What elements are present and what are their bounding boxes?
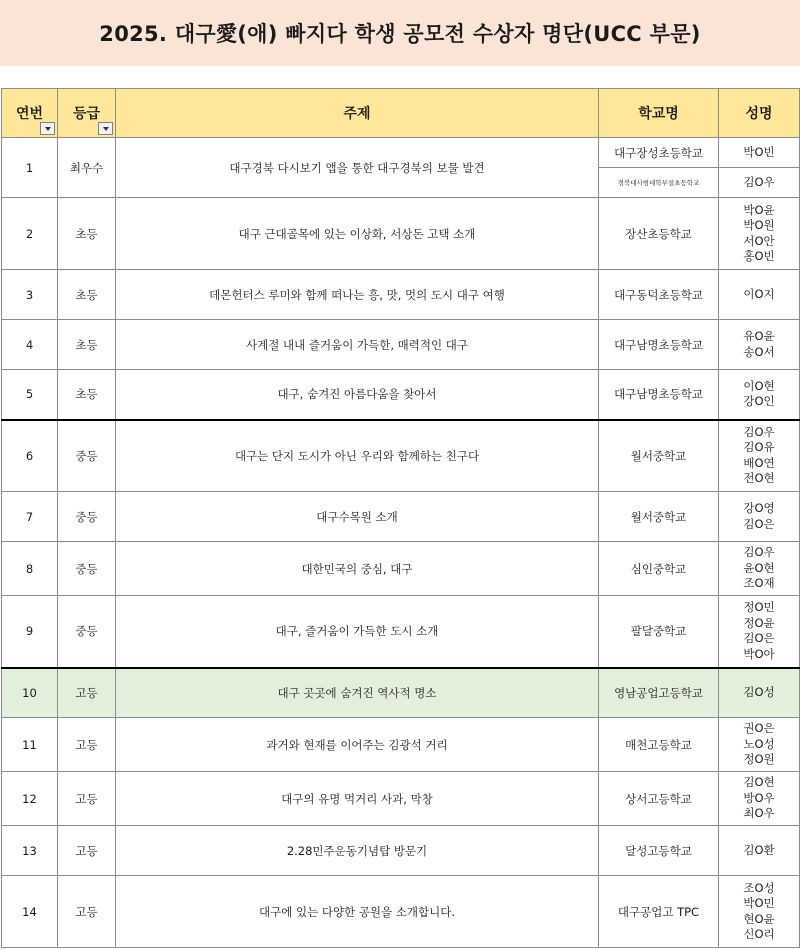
student-name: 송O서 [743,344,775,359]
cell-name [719,370,800,420]
student-name: 박O윤 [743,202,775,217]
student-name: 정O원 [743,752,775,767]
student-name: 정O민 [743,600,775,615]
cell-grade: 고등 [58,826,116,876]
student-name: 김O환 [743,842,775,857]
cell-topic: 데몬헌터스 루미와 함께 떠나는 흥, 맛, 멋의 도시 대구 여행 [116,270,599,320]
header-grade[interactable] [58,89,116,138]
cell-topic: 대구는 단지 도시가 아닌 우리와 함께하는 친구다 [116,420,599,492]
cell-topic: 대구 곳곳에 숨겨진 역사적 명소 [116,668,599,718]
table-row [2,718,800,772]
student-name: 이O현 [743,378,775,393]
cell-no: 1 [2,138,58,198]
cell-no: 5 [2,370,58,420]
student-name: 박O원 [743,218,775,232]
cell-grade: 중등 [58,542,116,596]
student-name: 방O우 [743,790,775,805]
table-row [2,270,800,320]
cell-name [719,198,800,270]
student-name: 서O안 [743,233,775,248]
cell-school: 대구공업고 TPC [599,876,719,948]
cell-topic: 대구의 유명 먹거리 사과, 막창 [116,772,599,826]
cell-school: 심인중학교 [599,542,719,596]
header-topic: 주제 [116,89,599,138]
filter-dropdown-icon[interactable] [40,122,55,135]
student-name: 신O리 [743,927,775,941]
student-name: 김O유 [743,440,775,455]
cell-name [719,320,800,370]
cell-no: 9 [2,596,58,668]
cell-name [719,542,800,596]
cell-grade: 최우수 [58,138,116,198]
cell-school: 대구남명초등학교 [599,370,719,420]
cell-name [719,876,800,948]
cell-grade: 고등 [58,718,116,772]
student-name: 조O성 [743,880,775,895]
cell-topic: 대구에 있는 다양한 공원을 소개합니다. [116,876,599,948]
cell-name [719,168,800,198]
student-name: 홍O빈 [743,249,775,263]
page-title: 2025. 대구愛(애) 빠지다 학생 공모전 수상자 명단(UCC 부문) [99,22,701,46]
title-bar [0,0,800,66]
cell-school: 경북대사범대학부설초등학교 [599,168,719,198]
student-name: 김O성 [743,685,775,699]
student-name: 전O현 [743,471,775,486]
cell-name [719,596,800,668]
cell-grade: 초등 [58,198,116,270]
cell-name [719,420,800,492]
cell-grade: 중등 [58,492,116,542]
winners-table [1,88,800,948]
student-name: 김O은 [743,516,775,531]
cell-no: 14 [2,876,58,948]
cell-grade: 중등 [58,596,116,668]
cell-no: 12 [2,772,58,826]
cell-school: 달성고등학교 [599,826,719,876]
table-row [2,320,800,370]
cell-grade: 고등 [58,772,116,826]
cell-topic: 대구, 즐거움이 가득한 도시 소개 [116,596,599,668]
cell-no: 8 [2,542,58,596]
student-name: 최O우 [743,806,775,821]
cell-name [719,772,800,826]
cell-no: 7 [2,492,58,542]
header-name: 성명 [719,89,800,138]
cell-name [719,668,800,718]
cell-no: 6 [2,420,58,492]
student-name: 정O윤 [743,615,775,630]
student-name: 노O성 [743,736,775,751]
cell-no: 11 [2,718,58,772]
student-name: 김O현 [743,775,775,790]
cell-no: 10 [2,668,58,718]
cell-grade: 중등 [58,420,116,492]
cell-name [719,718,800,772]
cell-school: 상서고등학교 [599,772,719,826]
cell-topic: 대구, 숨겨진 아름다움을 찾아서 [116,370,599,420]
table-row [2,542,800,596]
cell-no: 3 [2,270,58,320]
cell-topic: 과거와 현재를 이어주는 김광석 거리 [116,718,599,772]
table-row [2,138,800,168]
cell-topic: 2.28민주운동기념탑 방문기 [116,826,599,876]
table-row [2,826,800,876]
cell-grade: 초등 [58,270,116,320]
student-name: 김O우 [743,424,775,439]
table-row [2,876,800,948]
cell-school: 대구남명초등학교 [599,320,719,370]
cell-school: 대구동덕초등학교 [599,270,719,320]
cell-name [719,492,800,542]
cell-grade: 고등 [58,668,116,718]
student-name: 조O재 [743,576,775,591]
cell-no: 2 [2,198,58,270]
cell-school: 매천고등학교 [599,718,719,772]
cell-school: 월서중학교 [599,420,719,492]
cell-school: 월서중학교 [599,492,719,542]
student-name: 배O연 [743,455,775,470]
header-row [2,89,800,138]
cell-name [719,270,800,320]
header-school: 학교명 [599,89,719,138]
student-name: 박O빈 [743,144,775,159]
cell-grade: 초등 [58,320,116,370]
cell-topic: 사계절 내내 즐거움이 가득한, 매력적인 대구 [116,320,599,370]
student-name: 강O인 [743,394,775,409]
cell-topic: 대구경북 다시보기 앱을 통한 대구경북의 보물 발견 [116,138,599,198]
cell-topic: 대구수목원 소개 [116,492,599,542]
cell-topic: 대한민국의 중심, 대구 [116,542,599,596]
cell-school: 영남공업고등학교 [599,668,719,718]
student-name: 유O윤 [743,329,775,343]
cell-school: 장산초등학교 [599,198,719,270]
table-row [2,596,800,668]
cell-name [719,826,800,876]
table-row [2,420,800,492]
cell-topic: 대구 근대골목에 있는 이상화, 서상돈 고택 소개 [116,198,599,270]
cell-name [719,138,800,168]
student-name: 박O아 [743,646,775,661]
header-no[interactable] [2,89,58,138]
student-name: 이O지 [743,286,775,301]
student-name: 박O민 [743,896,775,910]
cell-no: 4 [2,320,58,370]
student-name: 김O우 [743,174,775,189]
student-name: 윤O현 [743,560,775,575]
cell-school: 대구장성초등학교 [599,138,719,168]
cell-grade: 초등 [58,370,116,420]
table-row [2,668,800,718]
header-grade-label: 등급 [72,106,101,122]
table-row [2,198,800,270]
cell-grade: 고등 [58,876,116,948]
cell-school: 팔달중학교 [599,596,719,668]
student-name: 김O우 [743,545,775,560]
table-row [2,772,800,826]
table-body [2,138,800,948]
student-name: 권O은 [743,721,775,736]
cell-no: 13 [2,826,58,876]
student-name: 강O영 [743,501,775,515]
table-row [2,370,800,420]
filter-dropdown-icon[interactable] [98,122,113,135]
table-row [2,492,800,542]
student-name: 김O은 [743,631,775,646]
student-name: 현O윤 [743,911,775,926]
header-no-label: 연번 [15,106,44,122]
